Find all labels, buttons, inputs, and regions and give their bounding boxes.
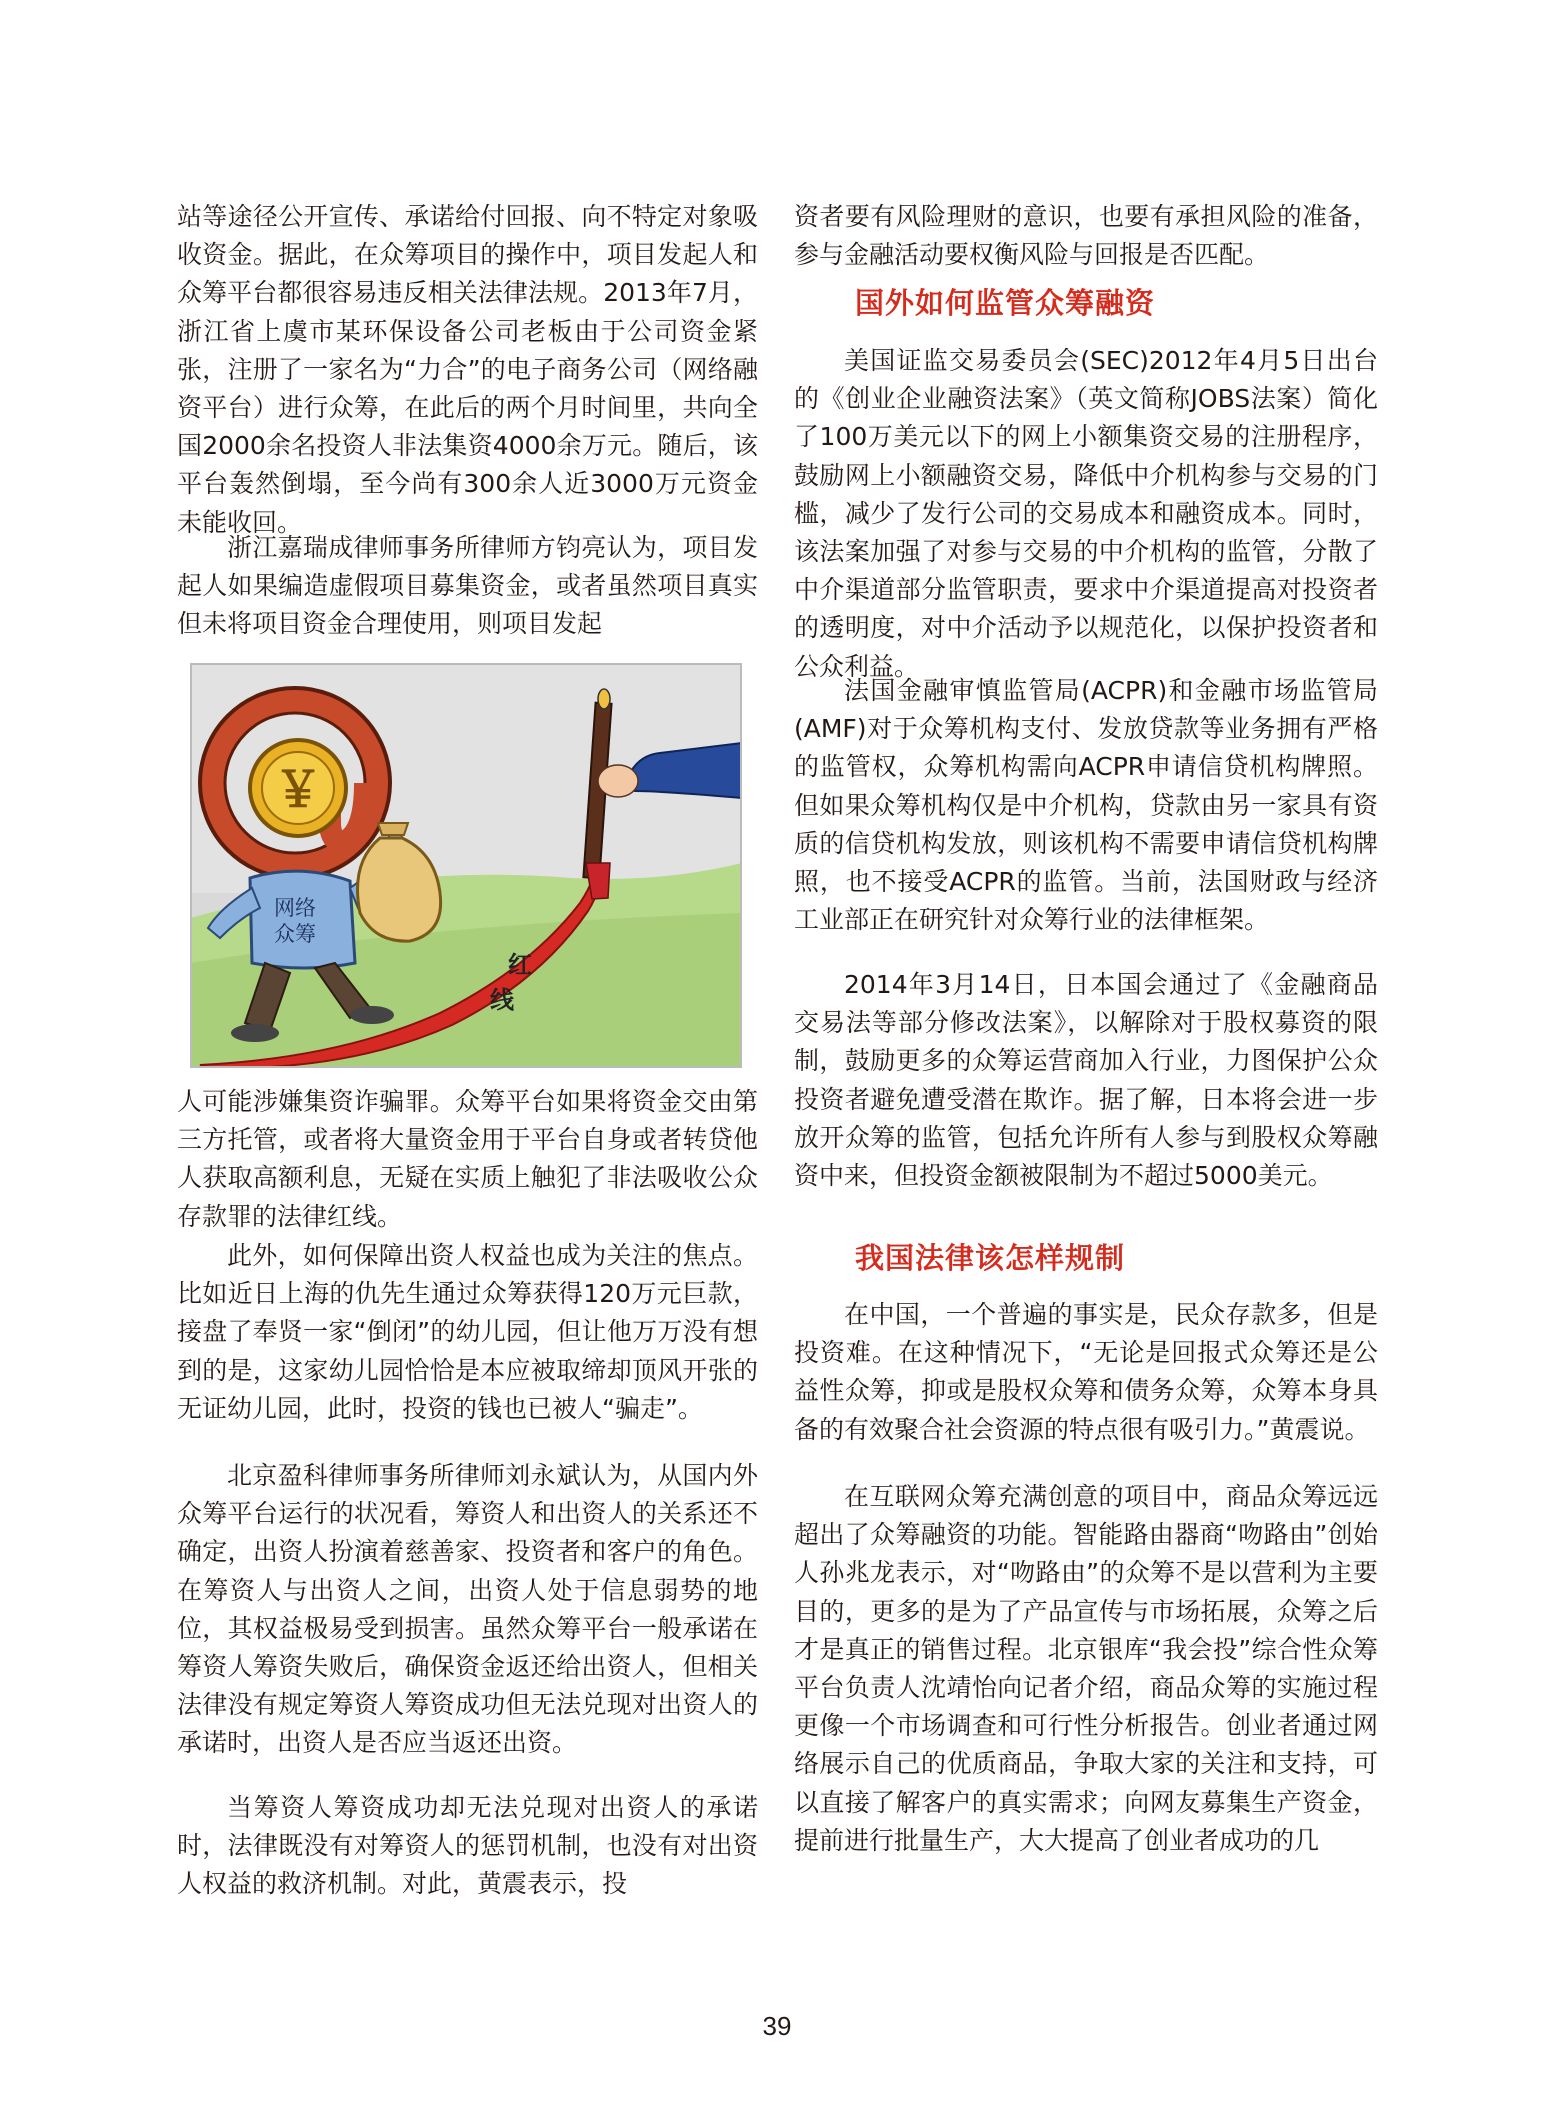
- left-paragraph-3: 人可能涉嫌集资诈骗罪。众筹平台如果将资金交由第三方托管，或者将大量资金用于平台自身或者转贷他人获取高额利息，无疑在实质上触犯了非法吸收公众存款罪的法律红线。: [177, 1087, 758, 1231]
- right-paragraph-3: 法国金融审慎监管局(ACPR)和金融市场监管局(AMF)对于众筹机构支付、发放贷款等业务拥有严格的监管权，众筹机构需向ACPR申请信贷机构牌照。但如果众筹机构仅是中介机构，贷款由另一家具有资质的信贷机构发放，则该机构不需要申请信贷机构牌照，也不接受ACPR的监管。当前，法国财政与经济工业部正在研究针对众筹行业的法律框架。: [794, 676, 1378, 935]
- yuan-symbol: ￥: [273, 762, 323, 818]
- left-paragraph-6: 当筹资人筹资成功却无法兑现对出资人的承诺时，法律既没有对筹资人的惩罚机制，也没有对出资人权益的救济机制。对此，黄震表示，投: [177, 1793, 758, 1899]
- left-paragraph-5: 北京盈科律师事务所律师刘永斌认为，从国内外众筹平台运行的状况看，筹资人和出资人的关系还不确定，出资人扮演着慈善家、投资者和客户的角色。在筹资人与出资人之间，出资人处于信息弱势的地位，其权益极易受到损害。虽然众筹平台一般承诺在筹资人筹资失败后，确保资金返还给出资人，但相关法律没有规定筹资人筹资成功但无法兑现对出资人的承诺时，出资人是否应当返还出资。: [177, 1461, 758, 1758]
- right-paragraph-6: 在互联网众筹充满创意的项目中，商品众筹远远超出了众筹融资的功能。智能路由器商“吻路由”创始人孙兆龙表示，对“吻路由”的众筹不是以营利为主要目的，更多的是为了产品宣传与市场拓展，众筹之后才是真正的销售过程。北京银库“我会投”综合性众筹平台负责人沈靖怡向记者介绍，商品众筹的实施过程更像一个市场调查和可行性分析报告。创业者通过网络展示自己的优质商品，争取大家的关注和支持，可以直接了解客户的真实需求；向网友募集生产资金，提前进行批量生产，大大提高了创业者成功的几: [794, 1482, 1378, 1855]
- right-paragraph-2: 美国证监交易委员会(SEC)2012年4月5日出台的《创业企业融资法案》（英文简称JOBS法案）简化了100万美元以下的网上小额集资交易的注册程序，鼓励网上小额融资交易，降低中介机构参与交易的门槛，减少了发行公司的交易成本和融资成本。同时，该法案加强了对参与交易的中介机构的监管，分散了中介渠道部分监管职责，要求中介渠道提高对投资者的透明度，对中介活动予以规范化，以保护投资者和公众利益。: [794, 346, 1378, 681]
- hand: [598, 765, 638, 797]
- left-paragraph-4: 此外，如何保障出资人权益也成为关注的焦点。比如近日上海的仇先生通过众筹获得120万元巨款，接盘了奉贤一家“倒闭”的幼儿园，但让他万万没有想到的是，这家幼儿园恰恰是本应被取缔却顶风开张的无证幼儿园，此时，投资的钱也已被人“骗走”。: [177, 1241, 758, 1423]
- redline-char-1: 红: [508, 951, 532, 979]
- body-label-line-2: 众筹: [274, 922, 316, 946]
- brush-tip-top: [598, 689, 610, 709]
- cartoon-svg: [190, 663, 742, 1068]
- redline-char-2: 线: [490, 986, 514, 1014]
- right-paragraph-1: 资者要有风险理财的意识，也要有承担风险的准备，参与金融活动要权衡风险与回报是否匹配。: [794, 202, 1378, 270]
- section-heading-china-law: 我国法律该怎样规制: [855, 1241, 1126, 1275]
- left-paragraph-2: 浙江嘉瑞成律师事务所律师方钧亮认为，项目发起人如果编造虚假项目募集资金，或者虽然项目真实但未将项目资金合理使用，则项目发起: [177, 533, 758, 639]
- left-paragraph-1: 站等途径公开宣传、承诺给付回报、向不特定对象吸收资金。据此，在众筹项目的操作中，项目发起人和众筹平台都很容易违反相关法律法规。2013年7月，浙江省上虞市某环保设备公司老板由于公司资金紧张，注册了一家名为“力合”的电子商务公司（网络融资平台）进行众筹，在此后的两个月时间里，共向全国2000余名投资人非法集资4000余万元。随后，该平台轰然倒塌，至今尚有300余人近3000万元资金未能收回。: [177, 202, 758, 537]
- section-heading-foreign-regulation: 国外如何监管众筹融资: [855, 286, 1156, 320]
- right-paragraph-4: 2014年3月14日，日本国会通过了《金融商品交易法等部分修改法案》，以解除对于股权募资的限制，鼓励更多的众筹运营商加入行业，力图保护公众投资者避免遭受潜在欺诈。据了解，日本将会进一步放开众筹的监管，包括允许所有人参与到股权众筹融资中来，但投资金额被限制为不超过5000美元。: [794, 970, 1378, 1191]
- crowdfunding-cartoon: [190, 663, 742, 1068]
- body-label-line-1: 网络: [274, 896, 316, 920]
- right-paragraph-5: 在中国，一个普遍的事实是，民众存款多，但是投资难。在这种情况下，“无论是回报式众筹还是公益性众筹，抑或是股权众筹和债务众筹，众筹本身具备的有效聚合社会资源的特点很有吸引力。”黄震说。: [794, 1300, 1378, 1444]
- page-number: 39: [762, 2011, 792, 2041]
